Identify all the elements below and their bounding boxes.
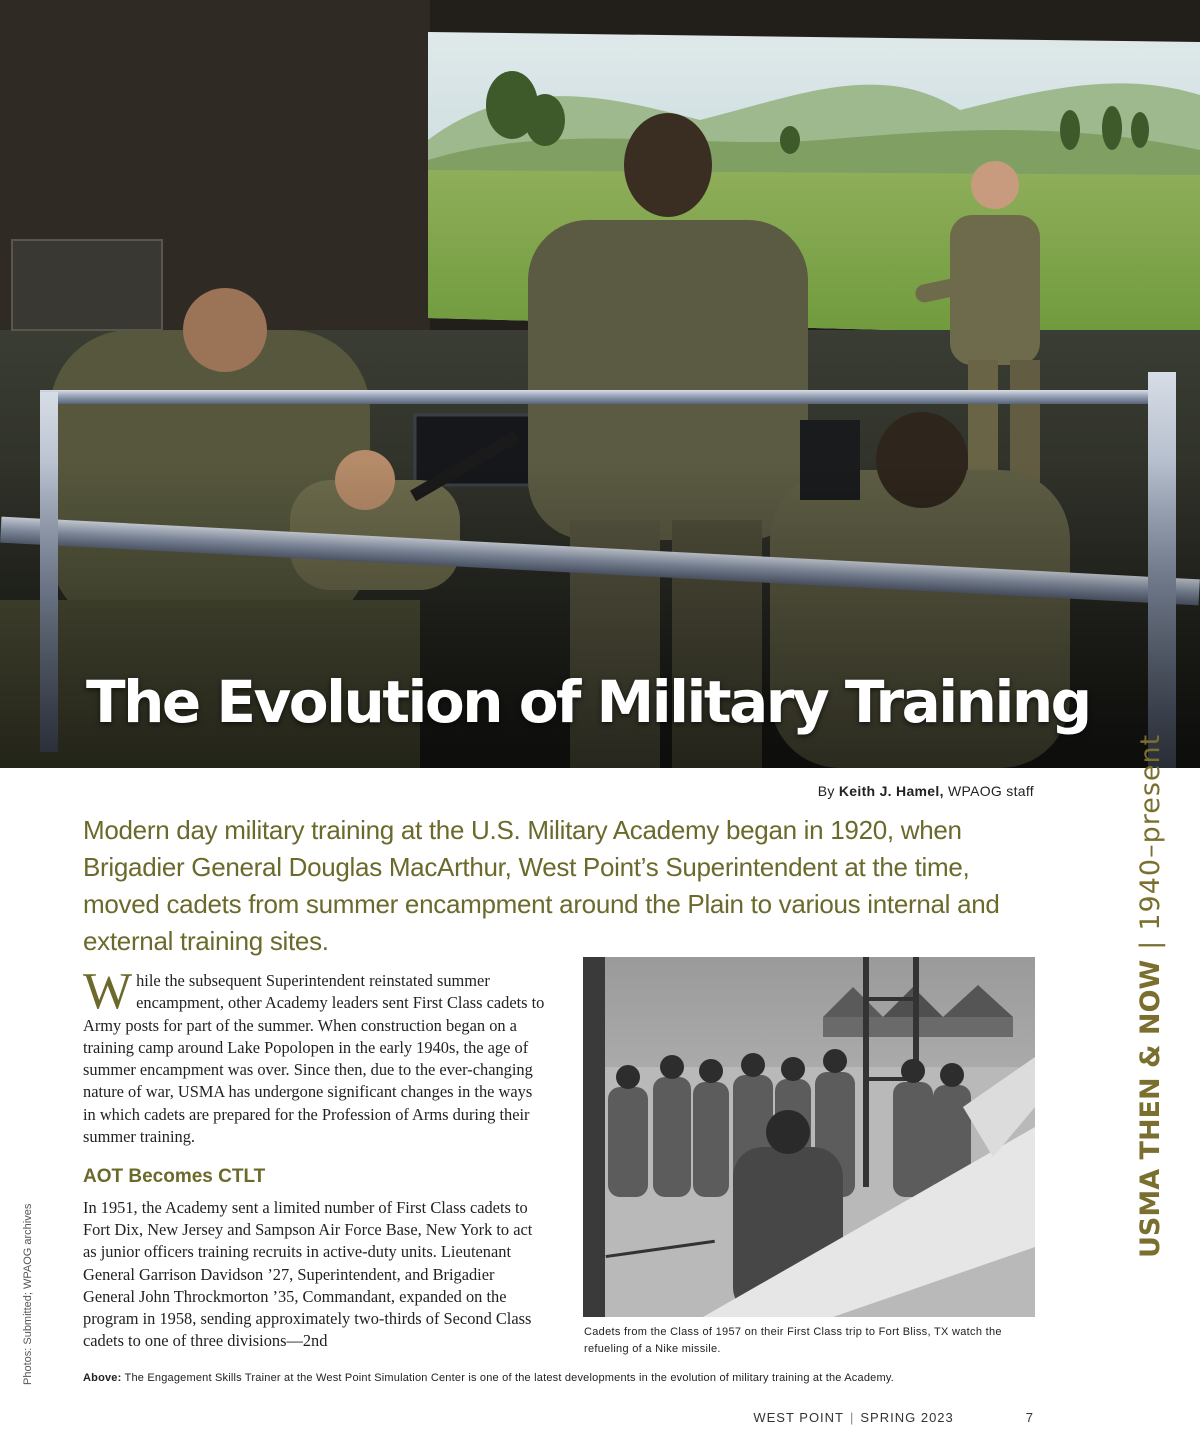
body-paragraph-1-text: hile the subsequent Superintendent reinstated summer encampment, other Academy leaders sent First Class cadets to Army posts for part of the summer. When construction began on a training camp around Lake Popolopen in the early 1940s, the age of summer encampment was over. Since then, due to the ever-changing nature of war, USMA has undergone significant changes in the ways in which cadets are prepared for the Profession of Arms during their summer training. [83, 971, 545, 1147]
section-tab-range: 1940–present [1135, 733, 1166, 931]
byline-author: Keith J. Hamel, [838, 783, 944, 799]
article-deck: Modern day military training at the U.S. Military Academy began in 1920, when Brigadier General Douglas MacArthur, West Point’s Superintendent at the time, moved cadets from summer encampment around the Plain to various internal and external training sites. [83, 815, 1000, 956]
photo-credit: Photos: Submitted; WPAOG archives [22, 1203, 34, 1385]
body-paragraph-1 [83, 963, 548, 1148]
footer-issue: SPRING 2023 [860, 1410, 954, 1425]
inset-photo-caption: Cadets from the Class of 1957 on their First Class trip to Fort Bliss, TX watch the refueling of a Nike missile. [584, 1326, 1002, 1355]
footer-separator: | [850, 1410, 855, 1425]
article-body [83, 963, 548, 1353]
section-tab-title: USMA THEN & NOW [1135, 959, 1166, 1258]
section-subhead: AOT Becomes CTLT [83, 1166, 266, 1188]
hero-photo-caption [83, 1372, 1043, 1384]
drop-cap: W [83, 963, 133, 1020]
inset-photo-illustration [583, 957, 1035, 1317]
inset-photo [583, 957, 1035, 1317]
page-footer [753, 1410, 1034, 1425]
byline-prefix: By [817, 783, 835, 799]
page-number: 7 [1025, 1410, 1034, 1425]
byline [818, 783, 1034, 799]
caption-label: Above: [83, 1372, 122, 1384]
article-title: The Evolution of Military Training [86, 668, 1090, 736]
section-tab-separator: | [1135, 940, 1166, 950]
byline-suffix: WPAOG staff [947, 783, 1034, 799]
caption-text: The Engagement Skills Trainer at the West Point Simulation Center is one of the latest developments in the evolution of military training at the Academy. [124, 1372, 894, 1384]
section-tab [1136, 734, 1166, 1258]
body-paragraph-2: In 1951, the Academy sent a limited number of First Class cadets to Fort Dix, New Jersey and Sampson Air Force Base, New York to act as junior officers training recruits in active-duty units. Lieutenant General Garrison Davidson ’27, Superintendent, and Brigadier General John Throckmorton ’35, Commandant, expanded on the program in 1958, sending approximately two-thirds of Second Class cadets to one of three divisions—2nd [83, 1197, 533, 1351]
footer-publication: WEST POINT [753, 1410, 844, 1425]
